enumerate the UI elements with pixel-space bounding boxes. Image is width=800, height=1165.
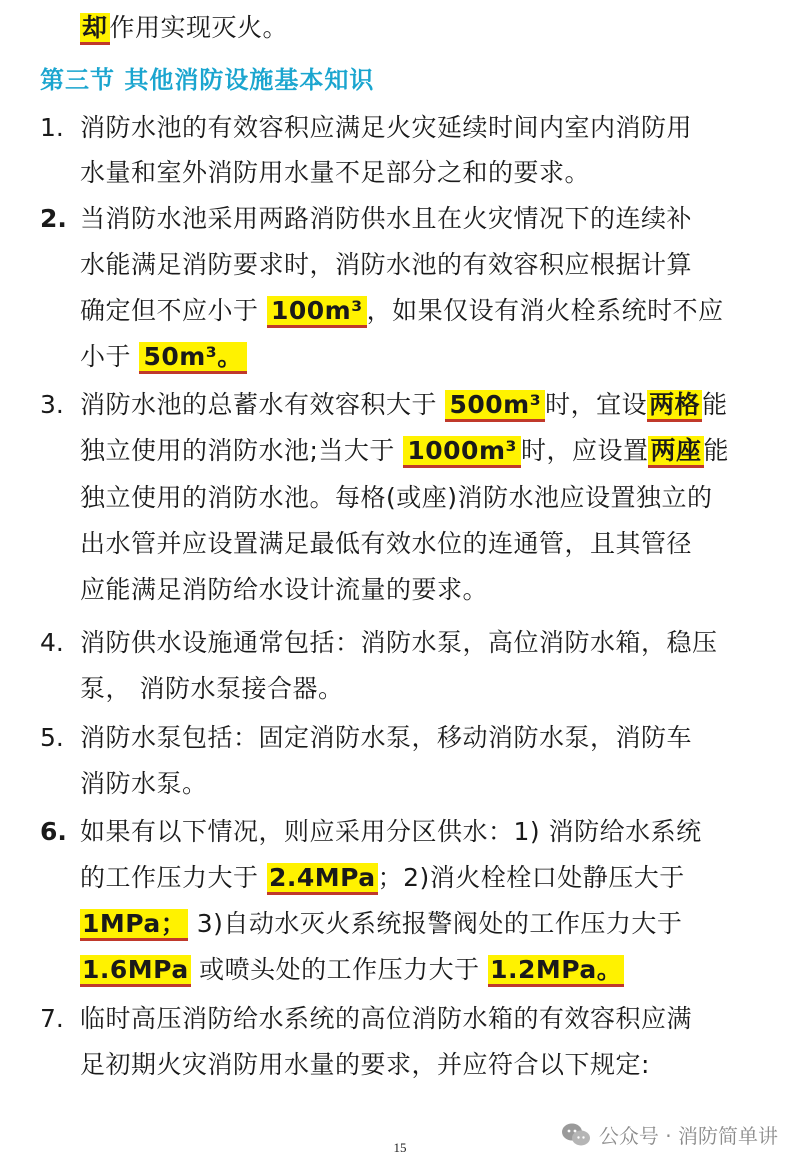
- highlight-text: 50m³。: [139, 342, 246, 374]
- highlight-text: 却: [80, 13, 110, 45]
- item-line: [80, 295, 724, 327]
- highlight-text: 500m³: [445, 390, 545, 422]
- item-number: 5.: [40, 723, 64, 752]
- item-line: 泵， 消防水泵接合器。: [80, 674, 344, 703]
- item-line: 出水管并应设置满足最低有效水位的连通管，且其管径: [80, 529, 693, 558]
- item-line: 应能满足消防给水设计流量的要求。: [80, 575, 489, 604]
- item-number: 3.: [40, 390, 64, 419]
- highlight-text: 1.6MPa: [80, 955, 191, 987]
- highlight-text: 两座: [648, 436, 703, 468]
- item-number: 7.: [40, 1004, 64, 1033]
- section-title: 第三节 其他消防设施基本知识: [40, 66, 375, 94]
- text: ，如果仅设有消火栓系统时不应: [366, 296, 724, 325]
- item-line: [80, 389, 728, 421]
- item-number: 4.: [40, 628, 64, 657]
- item-number: 2.: [40, 204, 67, 233]
- item-line: [80, 954, 624, 986]
- highlight-text: 1000m³: [403, 436, 521, 468]
- highlight-text: 100m³: [267, 296, 367, 328]
- item-line: 水能满足消防要求时，消防水池的有效容积应根据计算: [80, 250, 693, 279]
- item-line: [80, 341, 247, 373]
- continuation-line: [80, 12, 288, 44]
- text: 确定但不应小于: [80, 296, 267, 325]
- text: 时，宜设: [545, 390, 648, 419]
- item-line: 临时高压消防给水系统的高位消防水箱的有效容积应满: [80, 1004, 693, 1033]
- item-line: 如果有以下情况，则应采用分区供水：1) 消防给水系统: [80, 817, 702, 846]
- item-line: 消防水泵。: [80, 769, 208, 798]
- item-line: 水量和室外消防用水量不足部分之和的要求。: [80, 158, 591, 187]
- highlight-text: 两格: [647, 390, 702, 422]
- page-number: 15: [393, 1140, 407, 1155]
- item-line: 消防水池的有效容积应满足火灾延续时间内室内消防用: [80, 113, 693, 142]
- text: 能: [703, 436, 730, 465]
- item-line: 足初期火灾消防用水量的要求，并应符合以下规定:: [80, 1050, 650, 1079]
- text: 或喷头处的工作压力大于: [190, 955, 489, 984]
- text: 作用实现灭火。: [109, 13, 289, 42]
- item-line: [80, 908, 682, 940]
- watermark-text: 公众号 · 消防简单讲: [598, 1124, 778, 1148]
- highlight-text: 1.2MPa。: [488, 955, 624, 987]
- text: 时，应设置: [520, 436, 649, 465]
- item-number: 6.: [40, 817, 67, 846]
- text: ；2)消火栓栓口处静压大于: [377, 863, 685, 892]
- item-line: 消防水泵包括：固定消防水泵，移动消防水泵，消防车: [80, 723, 693, 752]
- highlight-text: 2.4MPa: [267, 863, 378, 895]
- text: 小于: [80, 342, 140, 371]
- highlight-text: 1MPa；: [80, 909, 188, 941]
- item-line: 独立使用的消防水池。每格(或座)消防水池应设置独立的: [80, 483, 713, 512]
- item-number: 1.: [40, 113, 64, 142]
- item-line: 当消防水池采用两路消防供水且在火灾情况下的连续补: [80, 204, 693, 233]
- text: 的工作压力大于: [80, 863, 267, 892]
- text: 消防水池的总蓄水有效容积大于: [80, 390, 446, 419]
- item-line: 消防供水设施通常包括：消防水泵，高位消防水箱，稳压: [80, 628, 718, 657]
- text: 能: [702, 390, 728, 419]
- text: 独立使用的消防水池;当大于: [80, 436, 404, 465]
- text: 3)自动水灭火系统报警阀处的工作压力大于: [188, 909, 683, 938]
- item-line: [80, 435, 729, 467]
- item-line: [80, 862, 685, 894]
